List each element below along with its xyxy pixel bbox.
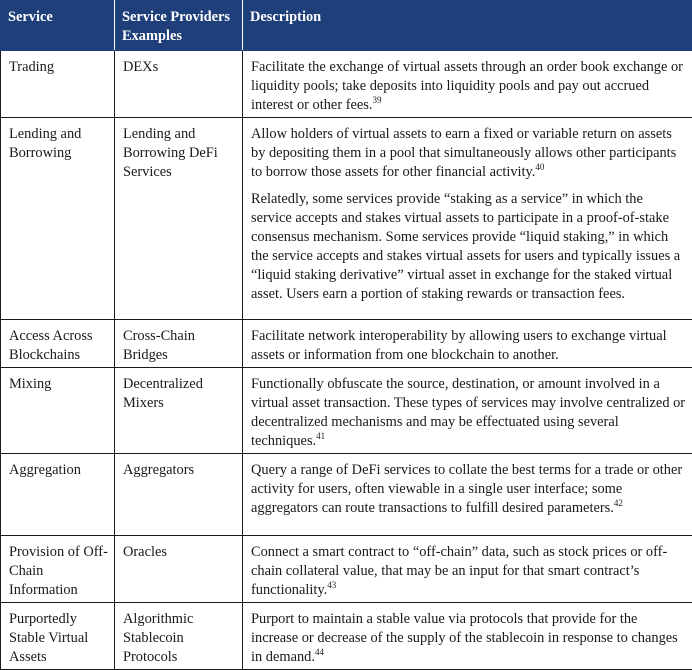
header-row [1, 1, 692, 51]
service-cell: Purportedly Stable Virtual Assets [1, 603, 115, 670]
footnote-ref: 40 [535, 162, 544, 172]
service-cell: Trading [1, 51, 115, 118]
description-text: Relatedly, some services provide “staking as a service” in which the service accepts and stakes virtual assets to participate in a proof-of-stake consensus mechanism. Some services provide “liquid staking,” in which the service accepts and stakes virtual assets for users and typically issues a “liquid staking derivative” virtual asset in exchange for the staked virtual asset. Users earn a portion of staking rewards or transaction fees. [251, 191, 680, 302]
description-text: Connect a smart contract to “off-chain” data, such as stock prices or off-chain collateral value, that may be an input for that smart contract’s functionality. [251, 544, 667, 598]
footnote-ref: 44 [315, 647, 324, 657]
service-cell: Lending and Borrowing [1, 118, 115, 320]
description-paragraph [251, 610, 686, 667]
description-paragraph [251, 58, 686, 115]
table-row [1, 51, 692, 118]
description-text: Functionally obfuscate the source, destination, or amount involved in a virtual asset transaction. These types of services may involve centralized or decentralized mechanisms and may be effectuated using several techniques. [251, 376, 685, 449]
description-text: Query a range of DeFi services to collate the best terms for a trade or other activity for users, often viewable in a single user interface; some aggregators can route transactions to fulfill desired parameters. [251, 462, 682, 516]
footnote-ref: 41 [316, 431, 325, 441]
footnote-ref: 43 [327, 580, 336, 590]
description-paragraph [251, 375, 686, 451]
description-text: Allow holders of virtual assets to earn a fixed or variable return on assets by depositing them in a pool that simultaneously allows other participants to borrow those assets for other financial activity. [251, 126, 676, 180]
description-paragraph [251, 461, 686, 518]
footnote-ref: 42 [614, 498, 623, 508]
description-text: Facilitate the exchange of virtual assets through an order book exchange or liquidity pools; take deposits into liquidity pools and pay out accrued interest or other fees. [251, 59, 683, 113]
providers-cell: DEXs [115, 51, 243, 118]
table-row [1, 603, 692, 670]
description-cell [243, 536, 692, 603]
providers-cell: Cross-Chain Bridges [115, 320, 243, 368]
description-text: Purport to maintain a stable value via protocols that provide for the increase or decrease of the supply of the stablecoin in response to changes in demand. [251, 611, 678, 665]
description-paragraph [251, 125, 686, 182]
footnote-ref: 39 [372, 95, 381, 105]
providers-cell: Decentralized Mixers [115, 368, 243, 454]
header-service: Service [1, 1, 115, 51]
table-header [1, 1, 692, 51]
service-cell: Mixing [1, 368, 115, 454]
description-cell [243, 320, 692, 368]
header-description: Description [243, 1, 692, 51]
description-cell [243, 368, 692, 454]
service-cell: Aggregation [1, 454, 115, 536]
description-text: Facilitate network interoperability by allowing users to exchange virtual assets or information from one blockchain to another. [251, 328, 667, 363]
description-cell [243, 454, 692, 536]
description-paragraph [251, 190, 686, 304]
description-paragraph [251, 543, 686, 600]
description-cell [243, 603, 692, 670]
description-paragraph [251, 327, 686, 365]
providers-cell: Algorithmic Stablecoin Protocols [115, 603, 243, 670]
providers-cell: Aggregators [115, 454, 243, 536]
service-cell: Provision of Off-Chain Information [1, 536, 115, 603]
table-row [1, 454, 692, 536]
providers-cell: Lending and Borrowing DeFi Services [115, 118, 243, 320]
table-body [1, 51, 692, 670]
table-row [1, 368, 692, 454]
description-cell [243, 51, 692, 118]
table-row [1, 536, 692, 603]
service-cell: Access Across Blockchains [1, 320, 115, 368]
table-row [1, 118, 692, 320]
description-cell [243, 118, 692, 320]
header-providers: Service Providers Examples [115, 1, 243, 51]
table-row [1, 320, 692, 368]
providers-cell: Oracles [115, 536, 243, 603]
